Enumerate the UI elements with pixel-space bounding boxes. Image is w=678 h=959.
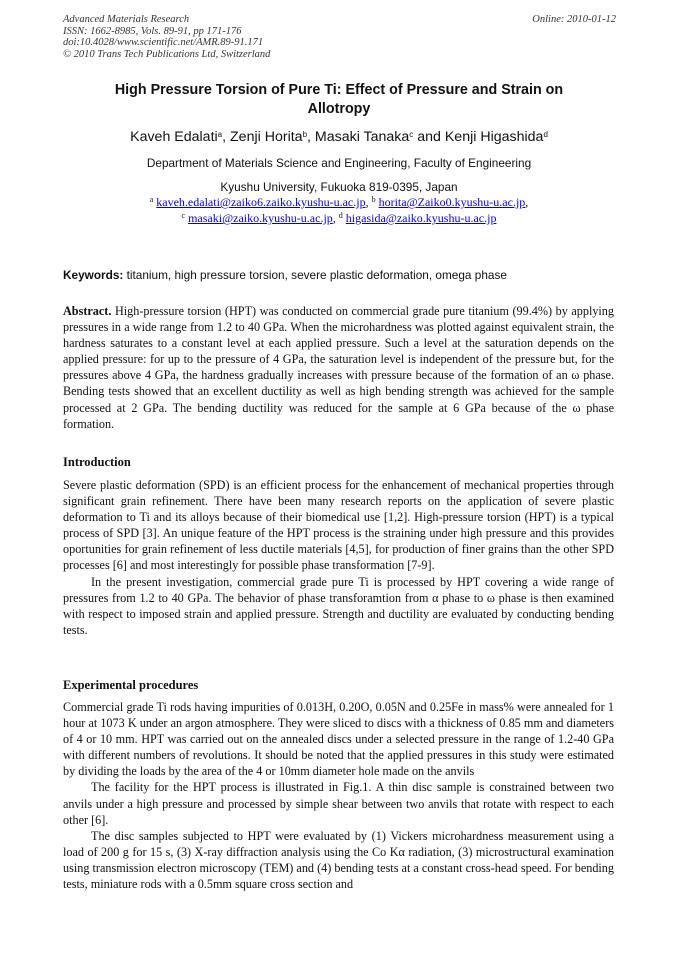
author-affil-mark: b: [302, 130, 308, 139]
email-line-1: [40, 195, 638, 209]
email-mark: a: [149, 195, 154, 204]
section-heading-experimental: Experimental procedures: [63, 678, 199, 692]
keywords-text: titanium, high pressure torsion, severe plastic deformation, omega phase: [123, 268, 507, 282]
title-line-2: Allotropy: [307, 101, 371, 117]
author-list: [40, 128, 638, 146]
email-link-edalati[interactable]: kaveh.edalati@zaiko6.zaiko.kyushu-u.ac.jp: [156, 195, 366, 209]
email-link-tanaka[interactable]: masaki@zaiko.kyushu-u.ac.jp: [188, 211, 333, 225]
exp-paragraph-1: Commercial grade Ti rods having impurities of 0.013H, 0.20O, 0.05N and 0.25Fe in mass% were annealed for 1 hour at 1073 K under an argon atmosphere. They were sliced to discs with a thickness of 0.85 mm and diameters of 4 or 10 mm. HPT was carried out on the annealed discs under a selected pressure in the range of 1.2-40 GPa with different numbers of revolutions. It should be noted that the applied pressures in this study were estimated by dividing the loads by the area of the 4 or 10mm diameter hole made on the anvils: [63, 700, 614, 779]
online-date: Online: 2010-01-12: [532, 14, 616, 25]
author-separator: and: [413, 129, 445, 145]
author-affil-mark: c: [409, 130, 414, 139]
keywords-label: Keywords:: [63, 268, 124, 282]
affiliation-line-2: Kyushu University, Fukuoka 819-0395, Japan: [220, 180, 458, 194]
email-link-horita[interactable]: horita@Zaiko0.kyushu-u.ac.jp: [378, 195, 526, 209]
author-name: Kenji Higashida: [444, 129, 544, 145]
abstract: [63, 303, 614, 432]
doi-line: doi:10.4028/www.scientific.net/AMR.89-91.171: [63, 37, 264, 49]
section-heading-introduction: Introduction: [63, 455, 131, 469]
author-name: Masaki Tanaka: [314, 129, 410, 145]
email-mark: b: [371, 195, 376, 204]
paper-title: [70, 81, 608, 119]
abstract-text: High-pressure torsion (HPT) was conducted on commercial grade pure titanium (99.4%) by applying pressures in a wide range from 1.2 to 40 GPa. When the microhardness was plotted against equivalent strain, the hardness saturates to a constant level at each applied pressure. Such a level at the saturation depends on the applied pressure: for up to the pressure of 4 GPa, the saturation level is independent of the pressure but, for the pressures above 4 GPa, the hardness gradually increases with pressure because of the formation of an ω phase. Bending tests showed that an excellent ductility as well as high bending strength was achieved for the sample processed at 2 GPa. The bending ductility was reduced for the sample at 6 GPa because of the ω phase formation.: [63, 304, 614, 431]
keywords: [63, 268, 616, 282]
email-line-2: [40, 211, 638, 225]
email-mark: d: [338, 211, 343, 220]
author-separator: ,: [307, 129, 315, 145]
email-separator: ,: [525, 195, 529, 209]
copyright-line: © 2010 Trans Tech Publications Ltd, Switzerland: [63, 48, 271, 60]
email-separator: ,: [332, 211, 339, 225]
journal-header: [63, 14, 616, 60]
experimental-body: [63, 699, 614, 892]
introduction-body: [63, 477, 614, 638]
intro-paragraph-2: In the present investigation, commercial grade pure Ti is processed by HPT covering a wide range of pressures from 1.2 to 40 GPa. The behavior of phase transforamtion from α phase to ω phase is then examined with respect to imposed strain and applied pressure. Strength and ductility are evaluated by conducting bending tests.: [63, 574, 614, 637]
author-affil-mark: d: [543, 130, 548, 139]
email-mark: c: [181, 211, 186, 220]
intro-paragraph-1: Severe plastic deformation (SPD) is an efficient process for the enhancement of mechanical properties through significant grain refinement. There have been many research reports on the application of severe plastic deformation to Ti and its alloys because of their biomedical use [1,2]. High-pressure torsion (HPT) is a typical process of SPD [3]. An unique feature of the HPT process is the straining under high pressure and this provides oportunities for grain refinement of less ductile materials [4,5], for production of finer grains than the other SPD processes [6] and most interestingly for possible phase transformation [7-9].: [63, 478, 614, 573]
affiliation-line-1: Department of Materials Science and Engineering, Faculty of Engineering: [146, 156, 532, 170]
author-name: Zenji Horita: [230, 129, 303, 145]
exp-paragraph-2: The facility for the HPT process is illustrated in Fig.1. A thin disc sample is constrained between two anvils under a high pressure and processed by simple shear between two anvils that rotate with respect to each other [6].: [63, 780, 614, 827]
abstract-label: Abstract.: [63, 304, 112, 318]
exp-paragraph-3: The disc samples subjected to HPT were evaluated by (1) Vickers microhardness measurement using a load of 200 g for 15 s, (3) X-ray diffraction analysis using the Co Kα radiation, (3) microstructural examination using transmission electron microscopy (TEM) and (4) bending tests at a constant cross-head speed. For bending tests, miniature rods with a 0.5mm square cross section and: [63, 828, 614, 892]
issn-line: ISSN: 1662-8985, Vols. 89-91, pp 171-176: [63, 25, 242, 37]
author-separator: ,: [222, 129, 231, 145]
author-name: Kaveh Edalati: [130, 129, 218, 145]
author-affil-mark: a: [217, 130, 223, 139]
email-separator: ,: [365, 195, 372, 209]
email-link-higashida[interactable]: higasida@zaiko.kyushu-u.ac.jp: [345, 211, 497, 225]
title-line-1: High Pressure Torsion of Pure Ti: Effect of Pressure and Strain on: [114, 82, 564, 98]
journal-name: Advanced Materials Research: [63, 14, 190, 25]
